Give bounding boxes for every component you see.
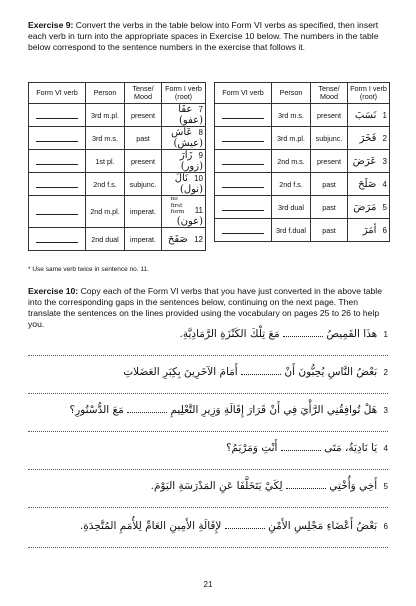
form-vi-answer-cell <box>29 173 86 196</box>
row-number: 4 <box>382 179 387 189</box>
row-number: 7 <box>198 105 203 114</box>
sentence-gap[interactable] <box>127 404 167 413</box>
person-cell: 3rd m.s. <box>86 127 125 150</box>
exercise-9-instructions <box>28 20 390 53</box>
header-tense: Tense/ Mood <box>125 83 162 104</box>
tense-cell: present <box>125 104 162 127</box>
sentence-right-text: هَلْ تُوافِقُنِي الرَّأْيَ فِي أَنْ قَرَارَ إِقَالَةِ وَزِيرِ التَّعْلِيمِ <box>170 404 378 416</box>
form-vi-answer-cell <box>29 150 86 173</box>
person-cell: 3rd m.pl. <box>86 104 125 127</box>
translation-line[interactable] <box>28 506 388 508</box>
answer-blank[interactable] <box>36 234 78 243</box>
form-vi-answer-cell <box>215 127 272 150</box>
no-first-form-note: no first form <box>170 196 185 215</box>
row-number: 5 <box>382 202 387 212</box>
form-i-verb-cell <box>162 228 206 251</box>
row-number: 8 <box>198 128 203 137</box>
sentence-right-text: بَعْضُ أَعْضَاءِ مَجْلِسِ الأَمْنِ <box>268 520 378 532</box>
answer-blank[interactable] <box>36 133 78 142</box>
tense-cell: present <box>311 150 348 173</box>
header-form-i: Form I verb (root) <box>162 83 206 104</box>
form-i-verb-cell <box>162 196 206 228</box>
table-row <box>29 150 206 173</box>
form-i-verb-cell <box>162 150 206 173</box>
form-i-verb-cell <box>348 104 390 127</box>
table-row <box>215 173 390 196</box>
sentence-4 <box>28 442 388 476</box>
row-number: 6 <box>382 225 387 235</box>
person-cell: 2nd f.s. <box>272 173 311 196</box>
form-i-verb-cell <box>348 127 390 150</box>
sentence-left-text: مَعَ الدُّسْتُورِ؟ <box>69 404 124 416</box>
translation-line[interactable] <box>28 430 388 432</box>
sentence-arabic <box>180 328 388 340</box>
answer-blank[interactable] <box>36 179 78 188</box>
exercise-10-title: Exercise 10: <box>28 286 79 296</box>
sentence-right-text: أَخِي وَأُخْتِي <box>329 480 378 492</box>
sentence-1 <box>28 328 388 362</box>
form-vi-answer-cell <box>29 104 86 127</box>
answer-blank[interactable] <box>222 110 264 119</box>
form-vi-answer-cell <box>29 228 86 251</box>
person-cell: 3rd f.dual <box>272 219 311 242</box>
footnote: * Use same verb twice in sentence no. 11. <box>28 266 149 273</box>
form-i-verb-cell <box>162 173 206 196</box>
verb-table-right <box>214 82 390 242</box>
row-number: 3 <box>382 156 387 166</box>
exercise-9-text: Convert the verbs in the table below into Form VI verbs as specified, then insert each verb in turn into the appropriate spaces in Exercise 10 below. The numbers in the table below correspond to the sentence numbers in the exercise that follows it. <box>28 20 379 52</box>
arabic-verb: مَرَضَ <box>353 201 377 213</box>
row-number: 1 <box>382 110 387 120</box>
arabic-verb: عَرَضَ <box>352 155 377 167</box>
answer-blank[interactable] <box>222 225 264 234</box>
answer-blank[interactable] <box>222 156 264 165</box>
arabic-verb: عَاش (عيش) <box>171 127 203 149</box>
tense-cell: subjunc. <box>311 127 348 150</box>
arabic-verb: أمَرَ <box>362 224 377 236</box>
arabic-verb: (عون) <box>176 216 203 227</box>
right-rows <box>215 104 390 242</box>
form-vi-answer-cell <box>29 196 86 228</box>
row-number: 12 <box>194 234 203 244</box>
table-row <box>215 104 390 127</box>
form-vi-answer-cell <box>215 104 272 127</box>
person-cell: 2nd m.pl. <box>86 196 125 228</box>
table-row <box>29 196 206 228</box>
table-row <box>215 196 390 219</box>
sentence-left-text: أَمَامَ الآخَرِينَ بِكِبَرِ العَضَلاتِ <box>123 366 238 378</box>
sentence-gap[interactable] <box>281 442 321 451</box>
table-row <box>29 228 206 251</box>
exercise-10-text: Copy each of the Form VI verbs that you have just converted in the above table into the corresponding gaps in the sentences below, continuing on the next page. Then translate the sentences on the lines provided using the vocabulary on pages 25 to 26 to help you. <box>28 286 382 329</box>
form-i-verb-cell <box>162 127 206 150</box>
person-cell: 1st pl. <box>86 150 125 173</box>
translation-line[interactable] <box>28 468 388 470</box>
sentence-6 <box>28 520 388 554</box>
sentence-3 <box>28 404 388 438</box>
sentence-arabic <box>151 480 388 492</box>
sentence-number: 5 <box>383 482 388 491</box>
row-number: 9 <box>198 151 203 160</box>
answer-blank[interactable] <box>222 202 264 211</box>
sentence-left-text: لإِقَالَةِ الأَمِينِ العَامِّ لِلأُمَمِ المُتَّحِدَةِ. <box>79 520 222 532</box>
sentence-number: 1 <box>383 330 388 339</box>
table-row <box>215 150 390 173</box>
header-form-i: Form I verb (root) <box>348 83 390 104</box>
header-tense: Tense/ Mood <box>311 83 348 104</box>
form-vi-answer-cell <box>215 219 272 242</box>
tense-cell: past <box>311 196 348 219</box>
person-cell: 3rd m.pl. <box>272 127 311 150</box>
sentence-arabic <box>80 520 388 532</box>
sentence-right-text: يَا نَادِيَةُ، مَتَى <box>324 442 378 454</box>
exercise-9-title: Exercise 9: <box>28 20 74 30</box>
table-row <box>29 104 206 127</box>
table-row <box>215 127 390 150</box>
arabic-verb: زَارَ (زور) <box>179 150 203 172</box>
sentence-left-text: لِكَيْ يَتَخَلَّفَا عَنِ المَدْرَسَةِ اليَوْمَ. <box>150 480 283 492</box>
sentence-gap[interactable] <box>241 366 281 375</box>
form-i-verb-cell <box>348 173 390 196</box>
tense-cell: imperat. <box>125 228 162 251</box>
tense-cell: subjunc. <box>125 173 162 196</box>
tense-cell: present <box>125 150 162 173</box>
answer-blank[interactable] <box>36 156 78 165</box>
sentence-right-text: هذَا القَمِيصُ <box>326 328 378 340</box>
translation-line[interactable] <box>28 392 388 394</box>
sentence-number: 4 <box>383 444 388 453</box>
arabic-verb: فَخَرَ <box>359 132 377 144</box>
sentence-number: 2 <box>383 368 388 377</box>
sentence-2 <box>28 366 388 400</box>
header-person: Person <box>272 83 311 104</box>
sentence-right-text: بَعْضُ النَّاسِ يُحِبُّونَ أَنْ <box>284 366 378 378</box>
answer-blank[interactable] <box>36 110 78 119</box>
verb-table-left <box>28 82 206 251</box>
table-row <box>29 127 206 150</box>
tense-cell: imperat. <box>125 196 162 228</box>
tense-cell: past <box>311 219 348 242</box>
sentence-left-text: أَنْتِ وَمَرْيَمُ؟ <box>225 442 278 454</box>
form-i-verb-cell <box>348 196 390 219</box>
answer-blank[interactable] <box>222 179 264 188</box>
sentence-number: 6 <box>383 522 388 531</box>
form-i-verb-cell <box>348 150 390 173</box>
form-vi-answer-cell <box>215 196 272 219</box>
person-cell: 3rd dual <box>272 196 311 219</box>
sentence-5 <box>28 480 388 514</box>
table-row <box>29 173 206 196</box>
left-rows <box>29 104 206 251</box>
person-cell: 2nd f.s. <box>86 173 125 196</box>
arabic-verb: صَلَحَ <box>358 178 377 190</box>
answer-blank[interactable] <box>222 133 264 142</box>
sentence-gap[interactable] <box>225 520 265 529</box>
sentence-left-text: مَعَ تِلْكَ الكَنْزَةِ الرَّمَادِيَّةِ. <box>179 328 280 340</box>
arabic-verb: صَفَحَ <box>167 233 188 245</box>
form-vi-answer-cell <box>29 127 86 150</box>
tense-cell: present <box>311 104 348 127</box>
arabic-verb: نَالَ (نول) <box>174 173 203 195</box>
table-row <box>215 219 390 242</box>
form-vi-answer-cell <box>215 150 272 173</box>
arabic-verb: نَسَبَ <box>354 109 377 121</box>
header-person: Person <box>86 83 125 104</box>
translation-line[interactable] <box>28 354 388 356</box>
sentence-gap[interactable] <box>286 480 326 489</box>
tense-cell: past <box>311 173 348 196</box>
row-number: 10 <box>194 174 203 183</box>
sentence-arabic <box>123 366 388 378</box>
person-cell: 2nd m.s. <box>272 150 311 173</box>
header-form-vi: Form VI verb <box>29 83 86 104</box>
sentence-number: 3 <box>383 406 388 415</box>
row-number: 2 <box>382 133 387 143</box>
page-number: 21 <box>203 580 213 589</box>
form-i-verb-cell <box>348 219 390 242</box>
form-vi-answer-cell <box>215 173 272 196</box>
tense-cell: past <box>125 127 162 150</box>
header-form-vi: Form VI verb <box>215 83 272 104</box>
row-number: 11 <box>194 206 203 215</box>
form-i-verb-cell <box>162 104 206 127</box>
arabic-verb: عفَا (عفو) <box>178 104 203 126</box>
person-cell: 2nd dual <box>86 228 125 251</box>
sentence-gap[interactable] <box>283 328 323 337</box>
translation-line[interactable] <box>28 546 388 548</box>
person-cell: 3rd m.s. <box>272 104 311 127</box>
sentence-arabic <box>70 404 388 416</box>
exercise-10-instructions <box>28 286 390 330</box>
answer-blank[interactable] <box>36 206 78 215</box>
sentence-arabic <box>226 442 388 454</box>
